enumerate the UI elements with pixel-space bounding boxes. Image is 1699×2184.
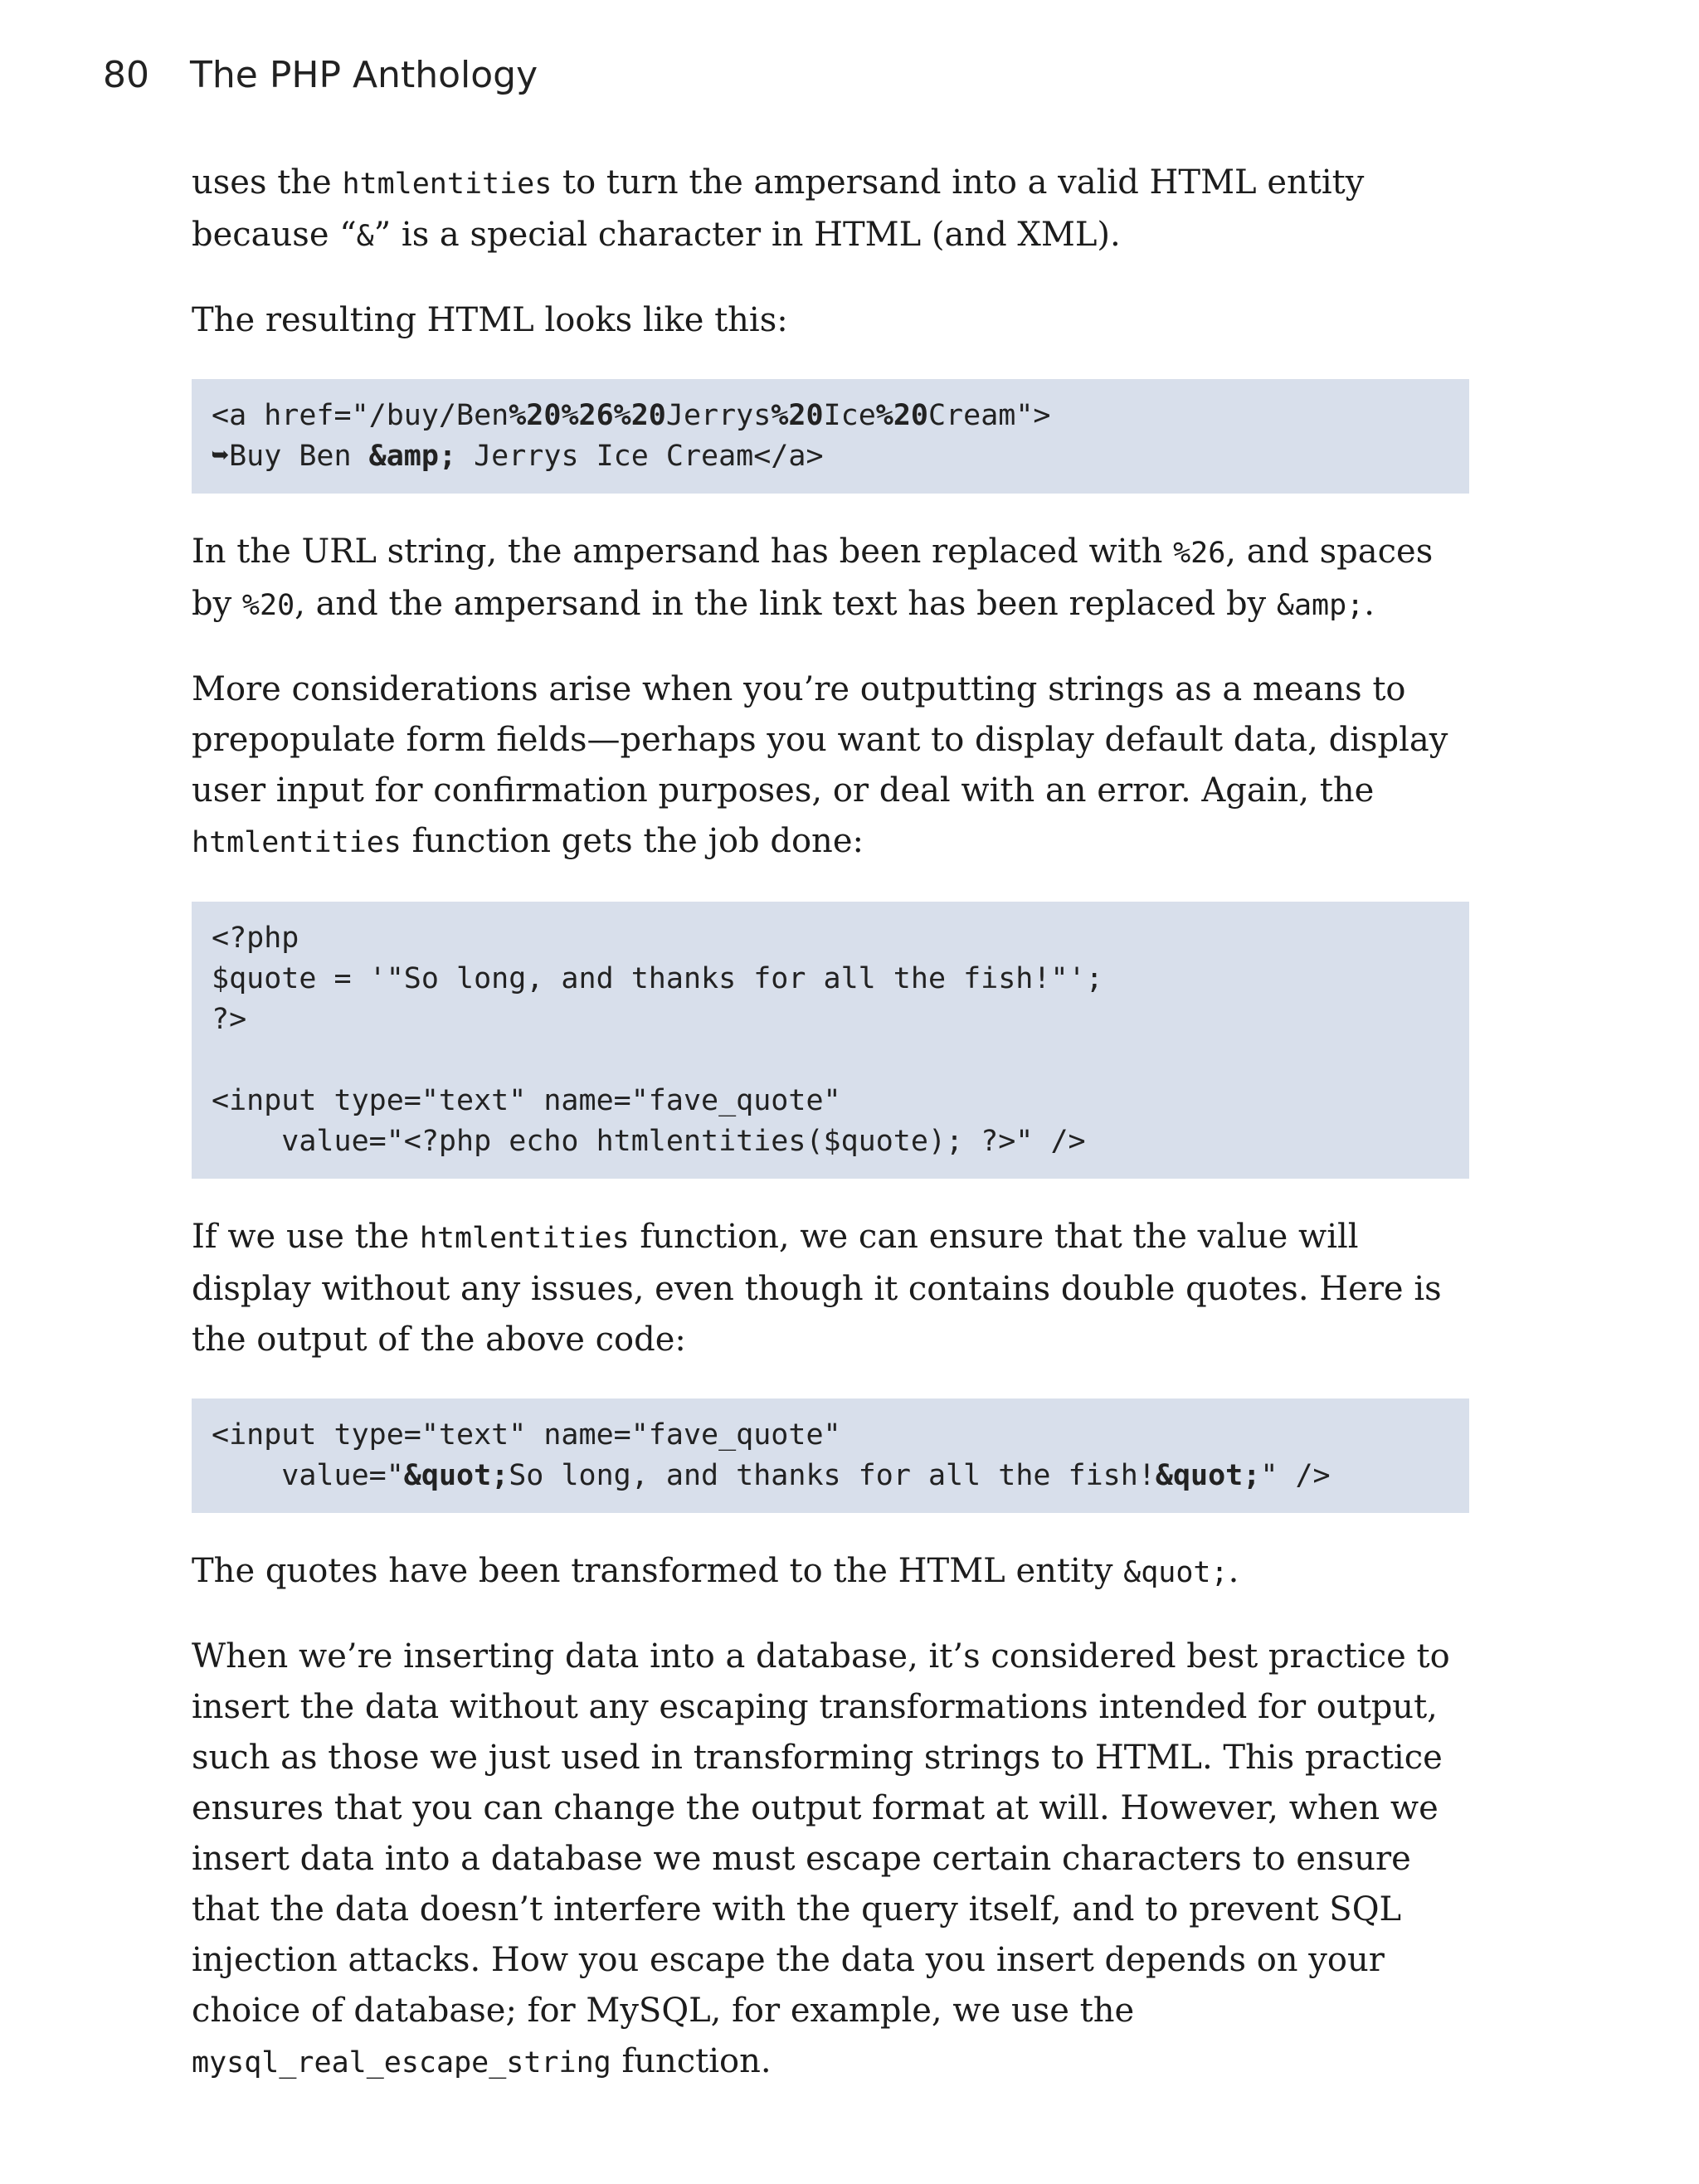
paragraph: When we’re inserting data into a database, it’s considered best practice to insert the data without any escaping transformations intended for output, such as those we just used in transforming strings to HTML. This practice ensures that you can change the output format at will. However, when we insert data into a database we must escape certain characters to ensure that the data doesn’t interfere with the query itself, and to prevent SQL injection attacks. How you escape the data you insert depends on your choice of database; for MySQL, for example, we use the mysql_real_escape_string function. (192, 1637, 1450, 2080)
paragraph: More considerations arise when you’re outputting strings as a means to prepopulate form fields—perhaps you want to display default data, display user input for confirmation purposes, or deal with an error. Again, the htmlentities function gets the job done: (192, 670, 1448, 860)
inline-code: %20 (241, 589, 295, 622)
paragraph: uses the htmlentities to turn the ampersand into a valid HTML entity because “&” is a special character in HTML (and XML). (192, 163, 1365, 254)
paragraph: If we use the htmlentities function, we can ensure that the value will display without any issues, even though it contains double quotes. Here is the output of the above code: (192, 1218, 1442, 1359)
code-line: ➥Buy Ben &amp; Jerrys Ice Cream</a> (212, 440, 824, 473)
inline-code: htmlentities (192, 826, 402, 859)
paragraph: The resulting HTML looks like this: (192, 301, 788, 339)
code-block (192, 1398, 1469, 1513)
page-number: 80 (103, 53, 149, 96)
book-title: The PHP Anthology (190, 53, 538, 96)
inline-code: htmlentities (419, 1222, 630, 1255)
code-line: $quote = '"So long, and thanks for all the fish!"'; (212, 962, 1103, 995)
inline-code: &amp; (1276, 589, 1365, 622)
inline-code: &quot; (1123, 1556, 1229, 1589)
code-line: <input type="text" name="fave_quote" (212, 1084, 841, 1117)
inline-code: htmlentities (342, 168, 553, 201)
code-line: <input type="text" name="fave_quote" (212, 1418, 841, 1452)
inline-code: mysql_real_escape_string (192, 2046, 611, 2079)
code-line: <?php (212, 922, 299, 955)
page-content (192, 158, 1469, 2122)
paragraph: The quotes have been transformed to the HTML entity &quot;. (192, 1552, 1239, 1590)
code-block (192, 379, 1469, 494)
code-line: value="&quot;So long, and thanks for all the fish!&quot;" /> (212, 1459, 1331, 1492)
code-line: ?> (212, 1003, 247, 1036)
code-line (212, 1040, 1449, 1081)
code-line: <a href="/buy/Ben%20%26%20Jerrys%20Ice%20Cream"> (212, 399, 1051, 432)
inline-code: %26 (1173, 537, 1226, 570)
paragraph: In the URL string, the ampersand has been replaced with %26, and spaces by %20, and the ampersand in the link text has been replaced by &amp;. (192, 533, 1434, 623)
page-header (103, 50, 538, 100)
code-line: value="<?php echo htmlentities($quote); ?>" /> (212, 1125, 1086, 1158)
code-block (192, 902, 1469, 1179)
inline-code: & (356, 220, 374, 253)
